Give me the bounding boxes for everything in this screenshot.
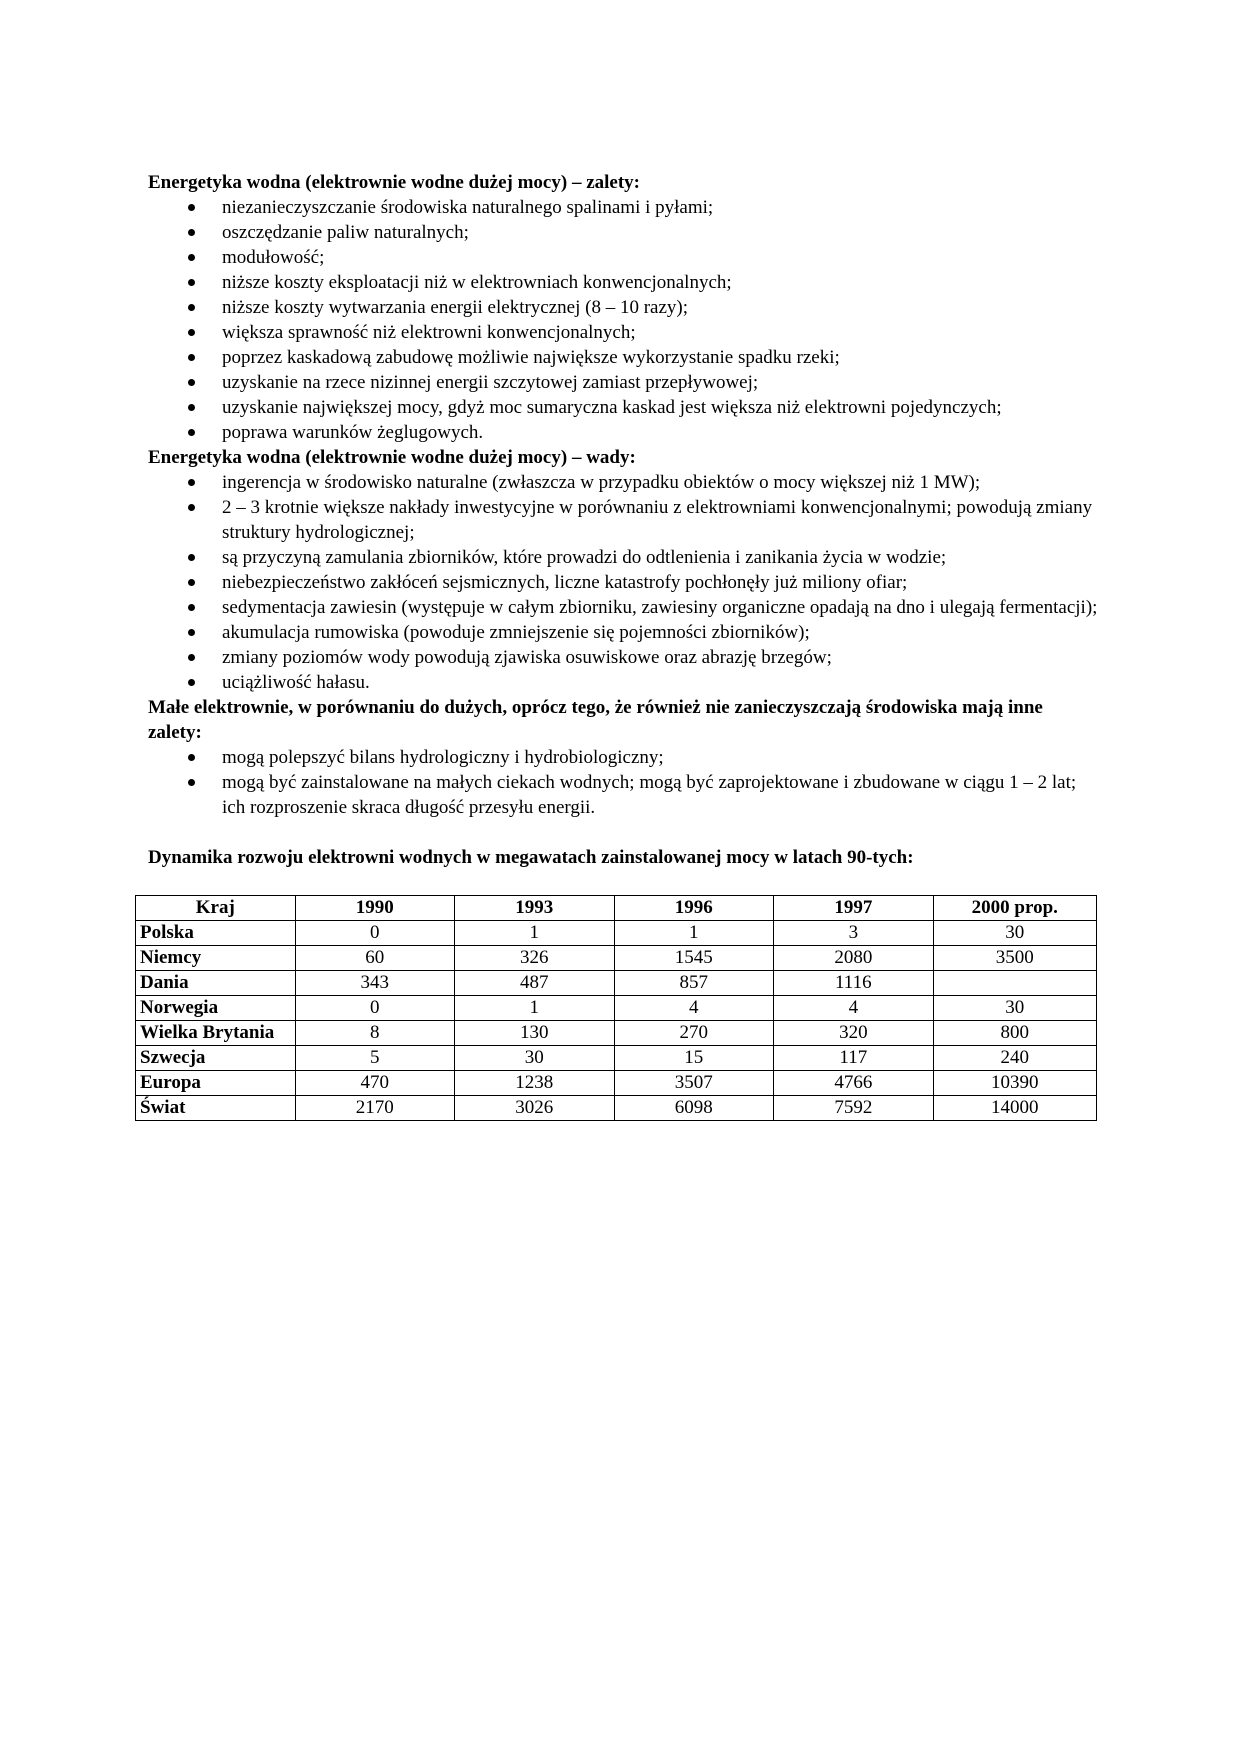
table-cell: Niemcy: [136, 946, 296, 971]
table-cell: 800: [933, 1021, 1096, 1046]
table-cell: Norwegia: [136, 996, 296, 1021]
list-item: [148, 595, 1098, 620]
disadvantages-list: [148, 470, 1098, 695]
table-cell: 1545: [614, 946, 774, 971]
list-item-text: niezanieczyszczanie środowiska naturalnego spalinami i pyłami;: [222, 197, 714, 218]
bullet-icon: [188, 429, 195, 436]
table-cell: 320: [774, 1021, 934, 1046]
column-header: 1993: [455, 896, 615, 921]
bullet-icon: [188, 679, 195, 686]
table-cell: [933, 971, 1096, 996]
table-cell: 240: [933, 1046, 1096, 1071]
table-cell: 15: [614, 1046, 774, 1071]
bullet-icon: [188, 654, 195, 661]
list-item: [148, 670, 1098, 695]
table-cell: 1116: [774, 971, 934, 996]
list-item: [148, 345, 1098, 370]
table-cell: 2080: [774, 946, 934, 971]
list-item-text: 2 – 3 krotnie większe nakłady inwestycyjne w porównaniu z elektrowniami konwencjonalnymi; powodują zmiany struktury hydrologicznej;: [222, 497, 1093, 543]
table-row: [136, 946, 1097, 971]
list-item: [148, 270, 1098, 295]
table-row: [136, 921, 1097, 946]
table-cell: 8: [295, 1021, 455, 1046]
list-item: [148, 245, 1098, 270]
list-item: [148, 395, 1098, 420]
table-row: [136, 996, 1097, 1021]
list-item-text: niższe koszty eksploatacji niż w elektrowniach konwencjonalnych;: [222, 272, 732, 293]
document-body: [148, 170, 1098, 889]
table-cell: 1238: [455, 1071, 615, 1096]
table-cell: 857: [614, 971, 774, 996]
list-item-text: mogą polepszyć bilans hydrologiczny i hydrobiologiczny;: [222, 747, 664, 768]
list-item-text: akumulacja rumowiska (powoduje zmniejszenie się pojemności zbiorników);: [222, 622, 810, 643]
bullet-icon: [188, 204, 195, 211]
bullet-icon: [188, 229, 195, 236]
bullet-icon: [188, 604, 195, 611]
list-item: [148, 295, 1098, 320]
bullet-icon: [188, 304, 195, 311]
advantages-heading: Energetyka wodna (elektrownie wodne dużej mocy) – zalety:: [148, 172, 640, 193]
column-header: 2000 prop.: [933, 896, 1096, 921]
table-cell: 10390: [933, 1071, 1096, 1096]
bullet-icon: [188, 554, 195, 561]
table-row: [136, 1071, 1097, 1096]
table-cell: 4: [614, 996, 774, 1021]
list-item-text: zmiany poziomów wody powodują zjawiska osuwiskowe oraz abrazję brzegów;: [222, 647, 832, 668]
bullet-icon: [188, 504, 195, 511]
list-item-text: poprawa warunków żeglugowych.: [222, 422, 484, 443]
table-caption: Dynamika rozwoju elektrowni wodnych w megawatach zainstalowanej mocy w latach 90-tych:: [148, 847, 914, 868]
table-cell: 4766: [774, 1071, 934, 1096]
table-cell: Świat: [136, 1096, 296, 1121]
list-item-text: uzyskanie największej mocy, gdyż moc sumaryczna kaskad jest większa niż elektrowni pojedynczych;: [222, 397, 1002, 418]
list-item-text: poprzez kaskadową zabudowę możliwie największe wykorzystanie spadku rzeki;: [222, 347, 840, 368]
list-item: [148, 545, 1098, 570]
table-cell: Wielka Brytania: [136, 1021, 296, 1046]
list-item: [148, 620, 1098, 645]
list-item: [148, 770, 1098, 820]
table-row: [136, 1096, 1097, 1121]
bullet-icon: [188, 754, 195, 761]
table-cell: 5: [295, 1046, 455, 1071]
table-cell: 326: [455, 946, 615, 971]
table-cell: 3: [774, 921, 934, 946]
table-cell: 487: [455, 971, 615, 996]
list-item-text: niebezpieczeństwo zakłóceń sejsmicznych, liczne katastrofy pochłonęły już miliony ofiar;: [222, 572, 908, 593]
list-item-text: uciążliwość hałasu.: [222, 672, 370, 693]
bullet-icon: [188, 479, 195, 486]
column-header: Kraj: [136, 896, 296, 921]
table-cell: Polska: [136, 921, 296, 946]
table-cell: 3026: [455, 1096, 615, 1121]
list-item-text: modułowość;: [222, 247, 325, 268]
list-item: [148, 745, 1098, 770]
table-cell: 30: [455, 1046, 615, 1071]
table-cell: 1: [455, 996, 615, 1021]
table-cell: 117: [774, 1046, 934, 1071]
list-item-text: mogą być zainstalowane na małych ciekach wodnych; mogą być zaprojektowane i zbudowane w ciągu 1 – 2 lat; ich rozproszenie skraca długość przesyłu energii.: [222, 772, 1077, 818]
table-row: [136, 971, 1097, 996]
bullet-icon: [188, 254, 195, 261]
table-cell: 14000: [933, 1096, 1096, 1121]
table-cell: Szwecja: [136, 1046, 296, 1071]
table-cell: 1: [455, 921, 615, 946]
bullet-icon: [188, 329, 195, 336]
bullet-icon: [188, 279, 195, 286]
table-cell: 30: [933, 996, 1096, 1021]
list-item: [148, 645, 1098, 670]
bullet-icon: [188, 629, 195, 636]
list-item-text: oszczędzanie paliw naturalnych;: [222, 222, 469, 243]
capacity-table: [135, 895, 1097, 1121]
list-item: [148, 495, 1098, 545]
list-item-text: większa sprawność niż elektrowni konwencjonalnych;: [222, 322, 636, 343]
list-item-text: sedymentacja zawiesin (występuje w całym zbiorniku, zawiesiny organiczne opadają na dno i ulegają fermentacji);: [222, 597, 1098, 618]
small-plants-list: [148, 745, 1098, 820]
bullet-icon: [188, 379, 195, 386]
table-cell: 30: [933, 921, 1096, 946]
small-plants-heading: Małe elektrownie, w porównaniu do dużych, oprócz tego, że również nie zanieczyszczają środowiska mają inne zalety:: [148, 697, 1043, 743]
table-cell: 4: [774, 996, 934, 1021]
list-item: [148, 370, 1098, 395]
table-cell: 3500: [933, 946, 1096, 971]
table-cell: 2170: [295, 1096, 455, 1121]
table-row: [136, 1021, 1097, 1046]
table-cell: 470: [295, 1071, 455, 1096]
list-item-text: uzyskanie na rzece nizinnej energii szczytowej zamiast przepływowej;: [222, 372, 759, 393]
column-header: 1990: [295, 896, 455, 921]
table-cell: 130: [455, 1021, 615, 1046]
column-header: 1996: [614, 896, 774, 921]
list-item: [148, 220, 1098, 245]
table-cell: 0: [295, 921, 455, 946]
list-item: [148, 570, 1098, 595]
list-item-text: niższe koszty wytwarzania energii elektrycznej (8 – 10 razy);: [222, 297, 689, 318]
table-cell: 1: [614, 921, 774, 946]
list-item: [148, 470, 1098, 495]
list-item: [148, 420, 1098, 445]
bullet-icon: [188, 404, 195, 411]
table-cell: 6098: [614, 1096, 774, 1121]
advantages-list: [148, 195, 1098, 445]
table-row: [136, 1046, 1097, 1071]
disadvantages-heading: Energetyka wodna (elektrownie wodne dużej mocy) – wady:: [148, 447, 636, 468]
table-header-row: [136, 896, 1097, 921]
table-cell: 270: [614, 1021, 774, 1046]
column-header: 1997: [774, 896, 934, 921]
table-cell: 7592: [774, 1096, 934, 1121]
table-cell: 343: [295, 971, 455, 996]
list-item-text: są przyczyną zamulania zbiorników, które prowadzi do odtlenienia i zanikania życia w wodzie;: [222, 547, 947, 568]
bullet-icon: [188, 779, 195, 786]
bullet-icon: [188, 354, 195, 361]
table-cell: Europa: [136, 1071, 296, 1096]
table-cell: 0: [295, 996, 455, 1021]
table-cell: 3507: [614, 1071, 774, 1096]
bullet-icon: [188, 579, 195, 586]
table-cell: 60: [295, 946, 455, 971]
list-item-text: ingerencja w środowisko naturalne (zwłaszcza w przypadku obiektów o mocy większej niż 1 MW);: [222, 472, 981, 493]
list-item: [148, 320, 1098, 345]
list-item: [148, 195, 1098, 220]
table-cell: Dania: [136, 971, 296, 996]
